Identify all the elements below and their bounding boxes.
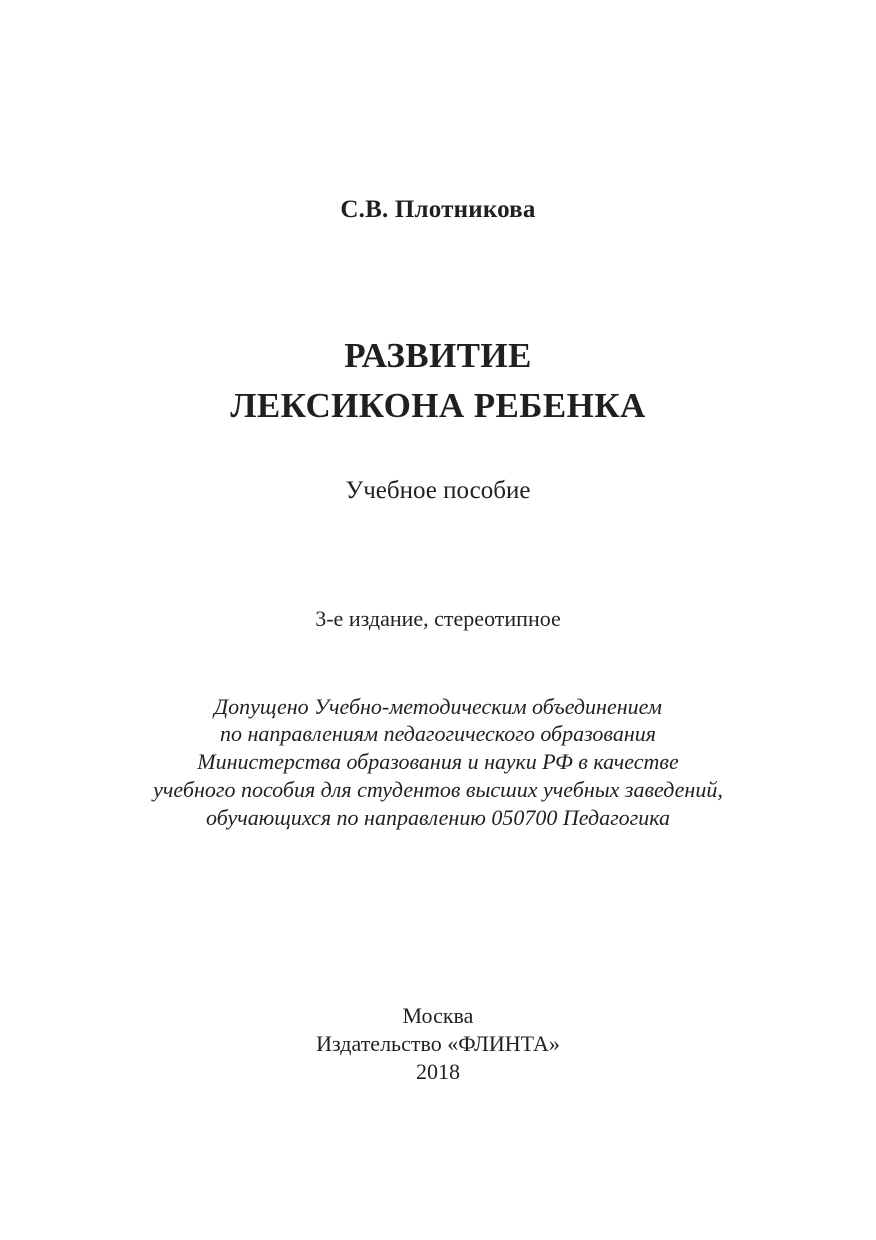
- approval-line: учебного пособия для студентов высших учебных заведений,: [153, 777, 723, 802]
- book-title-line-2: ЛЕКСИКОНА РЕБЕНКА: [230, 386, 646, 425]
- book-title-line-1: РАЗВИТИЕ: [344, 336, 532, 375]
- imprint-city: Москва: [402, 1003, 474, 1028]
- imprint-publisher: Издательство «ФЛИНТА»: [316, 1031, 560, 1056]
- approval-line: обучающихся по направлению 050700 Педагогика: [205, 805, 670, 830]
- imprint-year: 2018: [416, 1059, 460, 1084]
- approval-line: Министерства образования и науки РФ в качестве: [197, 749, 679, 774]
- author-name: С.В. Плотникова: [340, 196, 536, 223]
- approval-line: по направлениям педагогического образования: [220, 721, 656, 746]
- edition-note: 3-е издание, стереотипное: [315, 606, 561, 631]
- approval-line: Допущено Учебно-методическим объединением: [214, 694, 662, 719]
- document-type: Учебное пособие: [345, 477, 531, 504]
